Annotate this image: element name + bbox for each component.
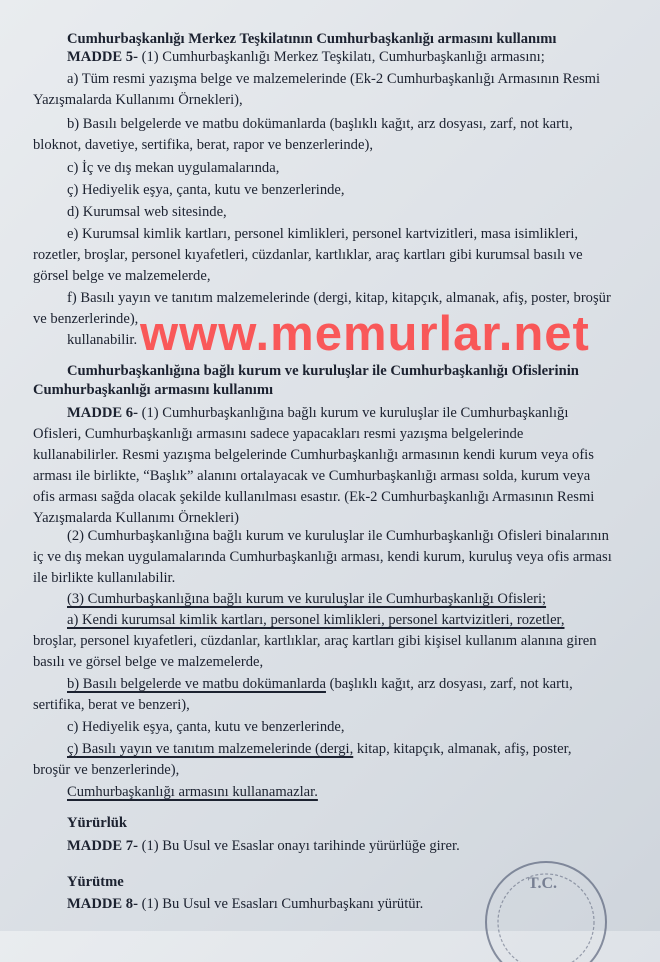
text-line <box>67 115 573 133</box>
official-seal-icon <box>476 852 626 962</box>
text-line <box>67 289 611 307</box>
line-text: e) Kurumsal kimlik kartları, personel kimlikleri, personel kartvizitleri, masa isimlikleri, <box>67 226 579 242</box>
text-line <box>33 653 263 671</box>
article-number: MADDE 8- <box>67 896 138 912</box>
text-line <box>67 48 545 66</box>
line-text: Cumhurbaşkanlığı armasını kullanımı <box>33 382 274 398</box>
underlined-text: ç) Basılı yayın ve tanıtım malzemelerinde (dergi, <box>67 741 354 757</box>
line-text: Ofisleri, Cumhurbaşkanlığı armasını sadece yapacakları resmi yazışma belgelerinde <box>33 426 524 442</box>
line-text: (başlıklı kağıt, arz dosyası, zarf, not kartı, <box>325 676 573 692</box>
watermark-text: www.memurlar.net <box>140 307 590 361</box>
text-line <box>67 718 345 736</box>
line-text: görsel belge ve malzemelerde, <box>33 268 211 284</box>
line-text: b) Basılı belgelerde ve matbu dokümanlarda (başlıklı kağıt, arz dosyası, zarf, not kartı, <box>67 116 573 132</box>
text-line <box>67 814 127 832</box>
text-line <box>33 761 179 779</box>
article-text: (1) Cumhurbaşkanlığı Merkez Teşkilatı, Cumhurbaşkanlığı armasını; <box>137 49 545 65</box>
line-text: Cumhurbaşkanlığı armasını kullanamazlar. <box>67 784 318 800</box>
line-text: ve benzerlerinde), <box>33 311 139 327</box>
line-text: Yürürlük <box>67 815 128 831</box>
line-text: kullanabilirler. Resmi yazışma belgelerinde Cumhurbaşkanlığı armasının kendi kurum veya ofis <box>33 447 594 463</box>
line-text: a) Tüm resmi yazışma belge ve malzemelerinde (Ek-2 Cumhurbaşkanlığı Armasının Resmi <box>67 71 601 87</box>
article-number: MADDE 5- <box>67 49 138 65</box>
text-line <box>67 362 579 380</box>
text-line <box>67 611 564 629</box>
text-line <box>33 488 594 506</box>
line-text: Yazışmalarda Kullanımı Örnekleri) <box>33 510 240 526</box>
text-line <box>67 225 578 243</box>
text-line <box>67 30 556 48</box>
text-line <box>67 70 600 88</box>
line-text: kullanabilir. <box>67 332 138 348</box>
text-line <box>33 696 190 714</box>
line-text: Cumhurbaşkanlığı Merkez Teşkilatının Cumhurbaşkanlığı armasını kullanımı <box>67 31 557 47</box>
text-line <box>33 246 583 264</box>
text-line <box>33 446 594 464</box>
text-line <box>33 91 243 109</box>
line-text: Yazışmalarda Kullanımı Örnekleri), <box>33 92 243 108</box>
line-text: broşür ve benzerlerinde), <box>33 762 180 778</box>
line-text: basılı ve görsel belge ve malzemelerde, <box>33 654 264 670</box>
line-text: rozetler, broşlar, personel kıyafetleri, cüzdanlar, kartlıklar, araç kartları gibi kurumsal basılı ve <box>33 247 583 263</box>
underlined-text: b) Basılı belgelerde ve matbu dokümanlarda <box>67 676 326 692</box>
line-text: (3) Cumhurbaşkanlığına bağlı kurum ve kuruluşlar ile Cumhurbaşkanlığı Ofisleri; <box>67 591 547 607</box>
line-text: Cumhurbaşkanlığına bağlı kurum ve kuruluşlar ile Cumhurbaşkanlığı Ofislerinin <box>67 363 579 379</box>
text-line <box>33 136 373 154</box>
line-text: kitap, kitapçık, almanak, afiş, poster, <box>353 741 572 757</box>
text-line <box>67 181 345 199</box>
text-line <box>33 632 597 650</box>
line-text: broşlar, personel kıyafetleri, cüzdanlar, kartlıklar, araç kartları gibi kişisel kullanım alanına giren <box>33 633 597 649</box>
text-line <box>33 310 138 328</box>
line-text: f) Basılı yayın ve tanıtım malzemelerinde (dergi, kitap, kitapçık, almanak, afiş, poster, broşür <box>67 290 611 306</box>
text-line <box>67 159 279 177</box>
line-text: arması ile birlikte, “Başlık” alanını ortalayacak ve Cumhurbaşkanlığı arması solda, kurum veya <box>33 468 591 484</box>
text-line <box>67 404 568 422</box>
text-line <box>33 509 239 527</box>
text-line <box>67 895 423 913</box>
line-text: ç) Hediyelik eşya, çanta, kutu ve benzerlerinde, <box>67 182 345 198</box>
line-text: c) Hediyelik eşya, çanta, kutu ve benzerlerinde, <box>67 719 345 735</box>
line-text: Yürütme <box>67 874 124 890</box>
line-text: sertifika, berat ve benzeri), <box>33 697 190 713</box>
text-line <box>67 837 460 855</box>
text-line <box>33 267 210 285</box>
line-text: (2) Cumhurbaşkanlığına bağlı kurum ve kuruluşlar ile Cumhurbaşkanlığı Ofisleri binalarının <box>67 528 609 544</box>
text-line <box>33 425 523 443</box>
line-text: iç ve dış mekan uygulamalarında Cumhurbaşkanlığı arması, kendi kurum, kuruluş veya ofis arması <box>33 549 612 565</box>
text-line <box>67 527 609 545</box>
line-text: ofis arması sağda olacak şekilde kullanılması esastır. (Ek-2 Cumhurbaşkanlığı Armasının Resmi <box>33 489 595 505</box>
text-line <box>67 783 318 801</box>
article-text: (1) Cumhurbaşkanlığına bağlı kurum ve kuruluşlar ile Cumhurbaşkanlığı <box>137 405 569 421</box>
text-line <box>33 467 590 485</box>
text-line <box>67 675 573 693</box>
seal-label: T.C. <box>528 875 558 892</box>
line-text: a) Kendi kurumsal kimlik kartları, personel kimlikleri, personel kartvizitleri, rozetler, <box>67 612 565 628</box>
text-line <box>33 569 175 587</box>
line-text: d) Kurumsal web sitesinde, <box>67 204 227 220</box>
line-text: bloknot, davetiye, sertifika, berat, rapor ve benzerlerinde), <box>33 137 373 153</box>
text-line <box>33 548 612 566</box>
article-number: MADDE 6- <box>67 405 138 421</box>
text-line <box>67 331 137 349</box>
article-text: (1) Bu Usul ve Esasları Cumhurbaşkanı yürütür. <box>137 896 424 912</box>
line-text: ile birlikte kullanılabilir. <box>33 570 176 586</box>
text-line <box>67 740 572 758</box>
article-text: (1) Bu Usul ve Esaslar onayı tarihinde yürürlüğe girer. <box>137 838 460 854</box>
text-line <box>67 203 227 221</box>
text-line <box>67 590 546 608</box>
article-number: MADDE 7- <box>67 838 138 854</box>
line-text: c) İç ve dış mekan uygulamalarında, <box>67 160 280 176</box>
text-line <box>33 381 273 399</box>
text-line <box>67 873 124 891</box>
